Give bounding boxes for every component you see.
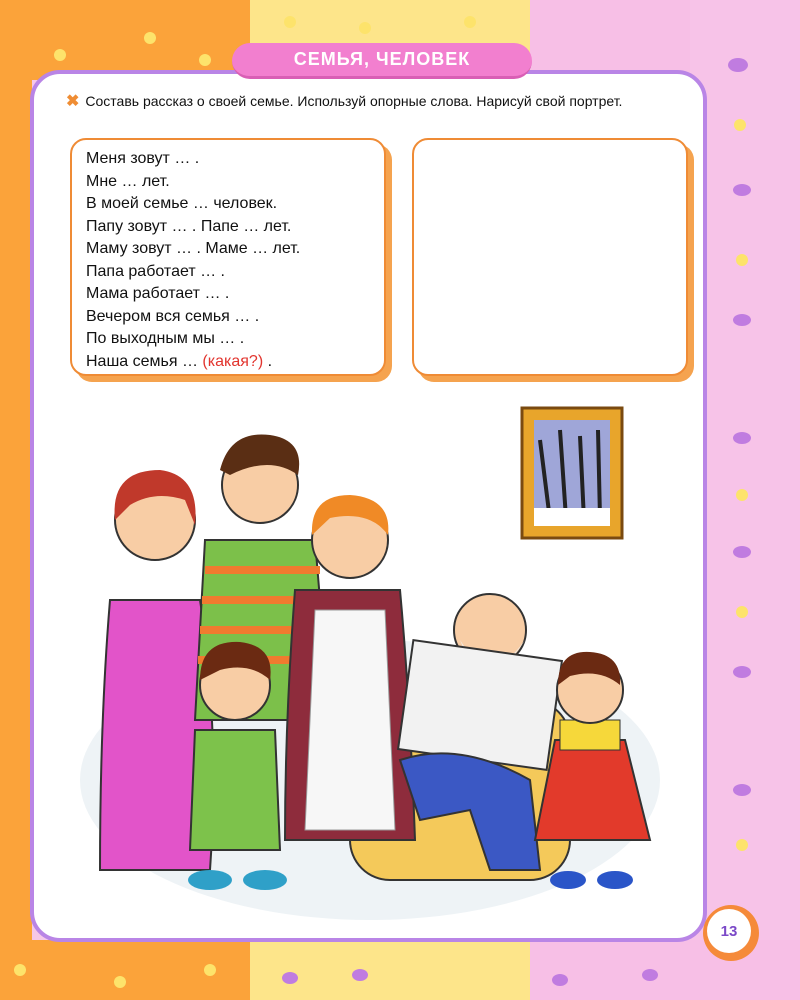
newspaper xyxy=(398,640,562,770)
story-box xyxy=(70,138,386,376)
story-line-last-start: Наша семья … xyxy=(86,352,203,370)
story-line: По выходным мы … . xyxy=(86,330,245,347)
story-line: Маму зовут … . Маме … лет. xyxy=(86,240,301,257)
story-line: Папа работает … . xyxy=(86,262,225,280)
story-line: Папу зовут … . Папе … лет. xyxy=(86,217,292,235)
family-illustration xyxy=(70,400,690,920)
story-line: Вечером вся семья … . xyxy=(86,307,260,325)
story-line: Меня зовут … . xyxy=(86,150,200,167)
cross-icon: ✖ xyxy=(66,93,80,110)
story-line: Мне … лет. xyxy=(86,172,170,190)
story-line-last xyxy=(86,351,370,374)
wall-painting xyxy=(522,408,622,538)
page-title-text: СЕМЬЯ, ЧЕЛОВЕК xyxy=(293,49,471,69)
story-line-last-end: . xyxy=(263,352,273,370)
hint-text: (какая?) xyxy=(202,352,264,370)
task-text: Составь рассказ о своей семье. Используй опорные слова. Нарисуй свой портрет. xyxy=(85,93,623,109)
task-instruction xyxy=(66,92,676,111)
page-number: 13 xyxy=(707,909,751,953)
story-line: В моей семье … человек. xyxy=(86,195,278,212)
portrait-drawing-box[interactable] xyxy=(412,138,688,376)
page-number-badge xyxy=(703,905,759,961)
story-line: Мама работает … . xyxy=(86,285,230,302)
page-title xyxy=(232,43,532,79)
